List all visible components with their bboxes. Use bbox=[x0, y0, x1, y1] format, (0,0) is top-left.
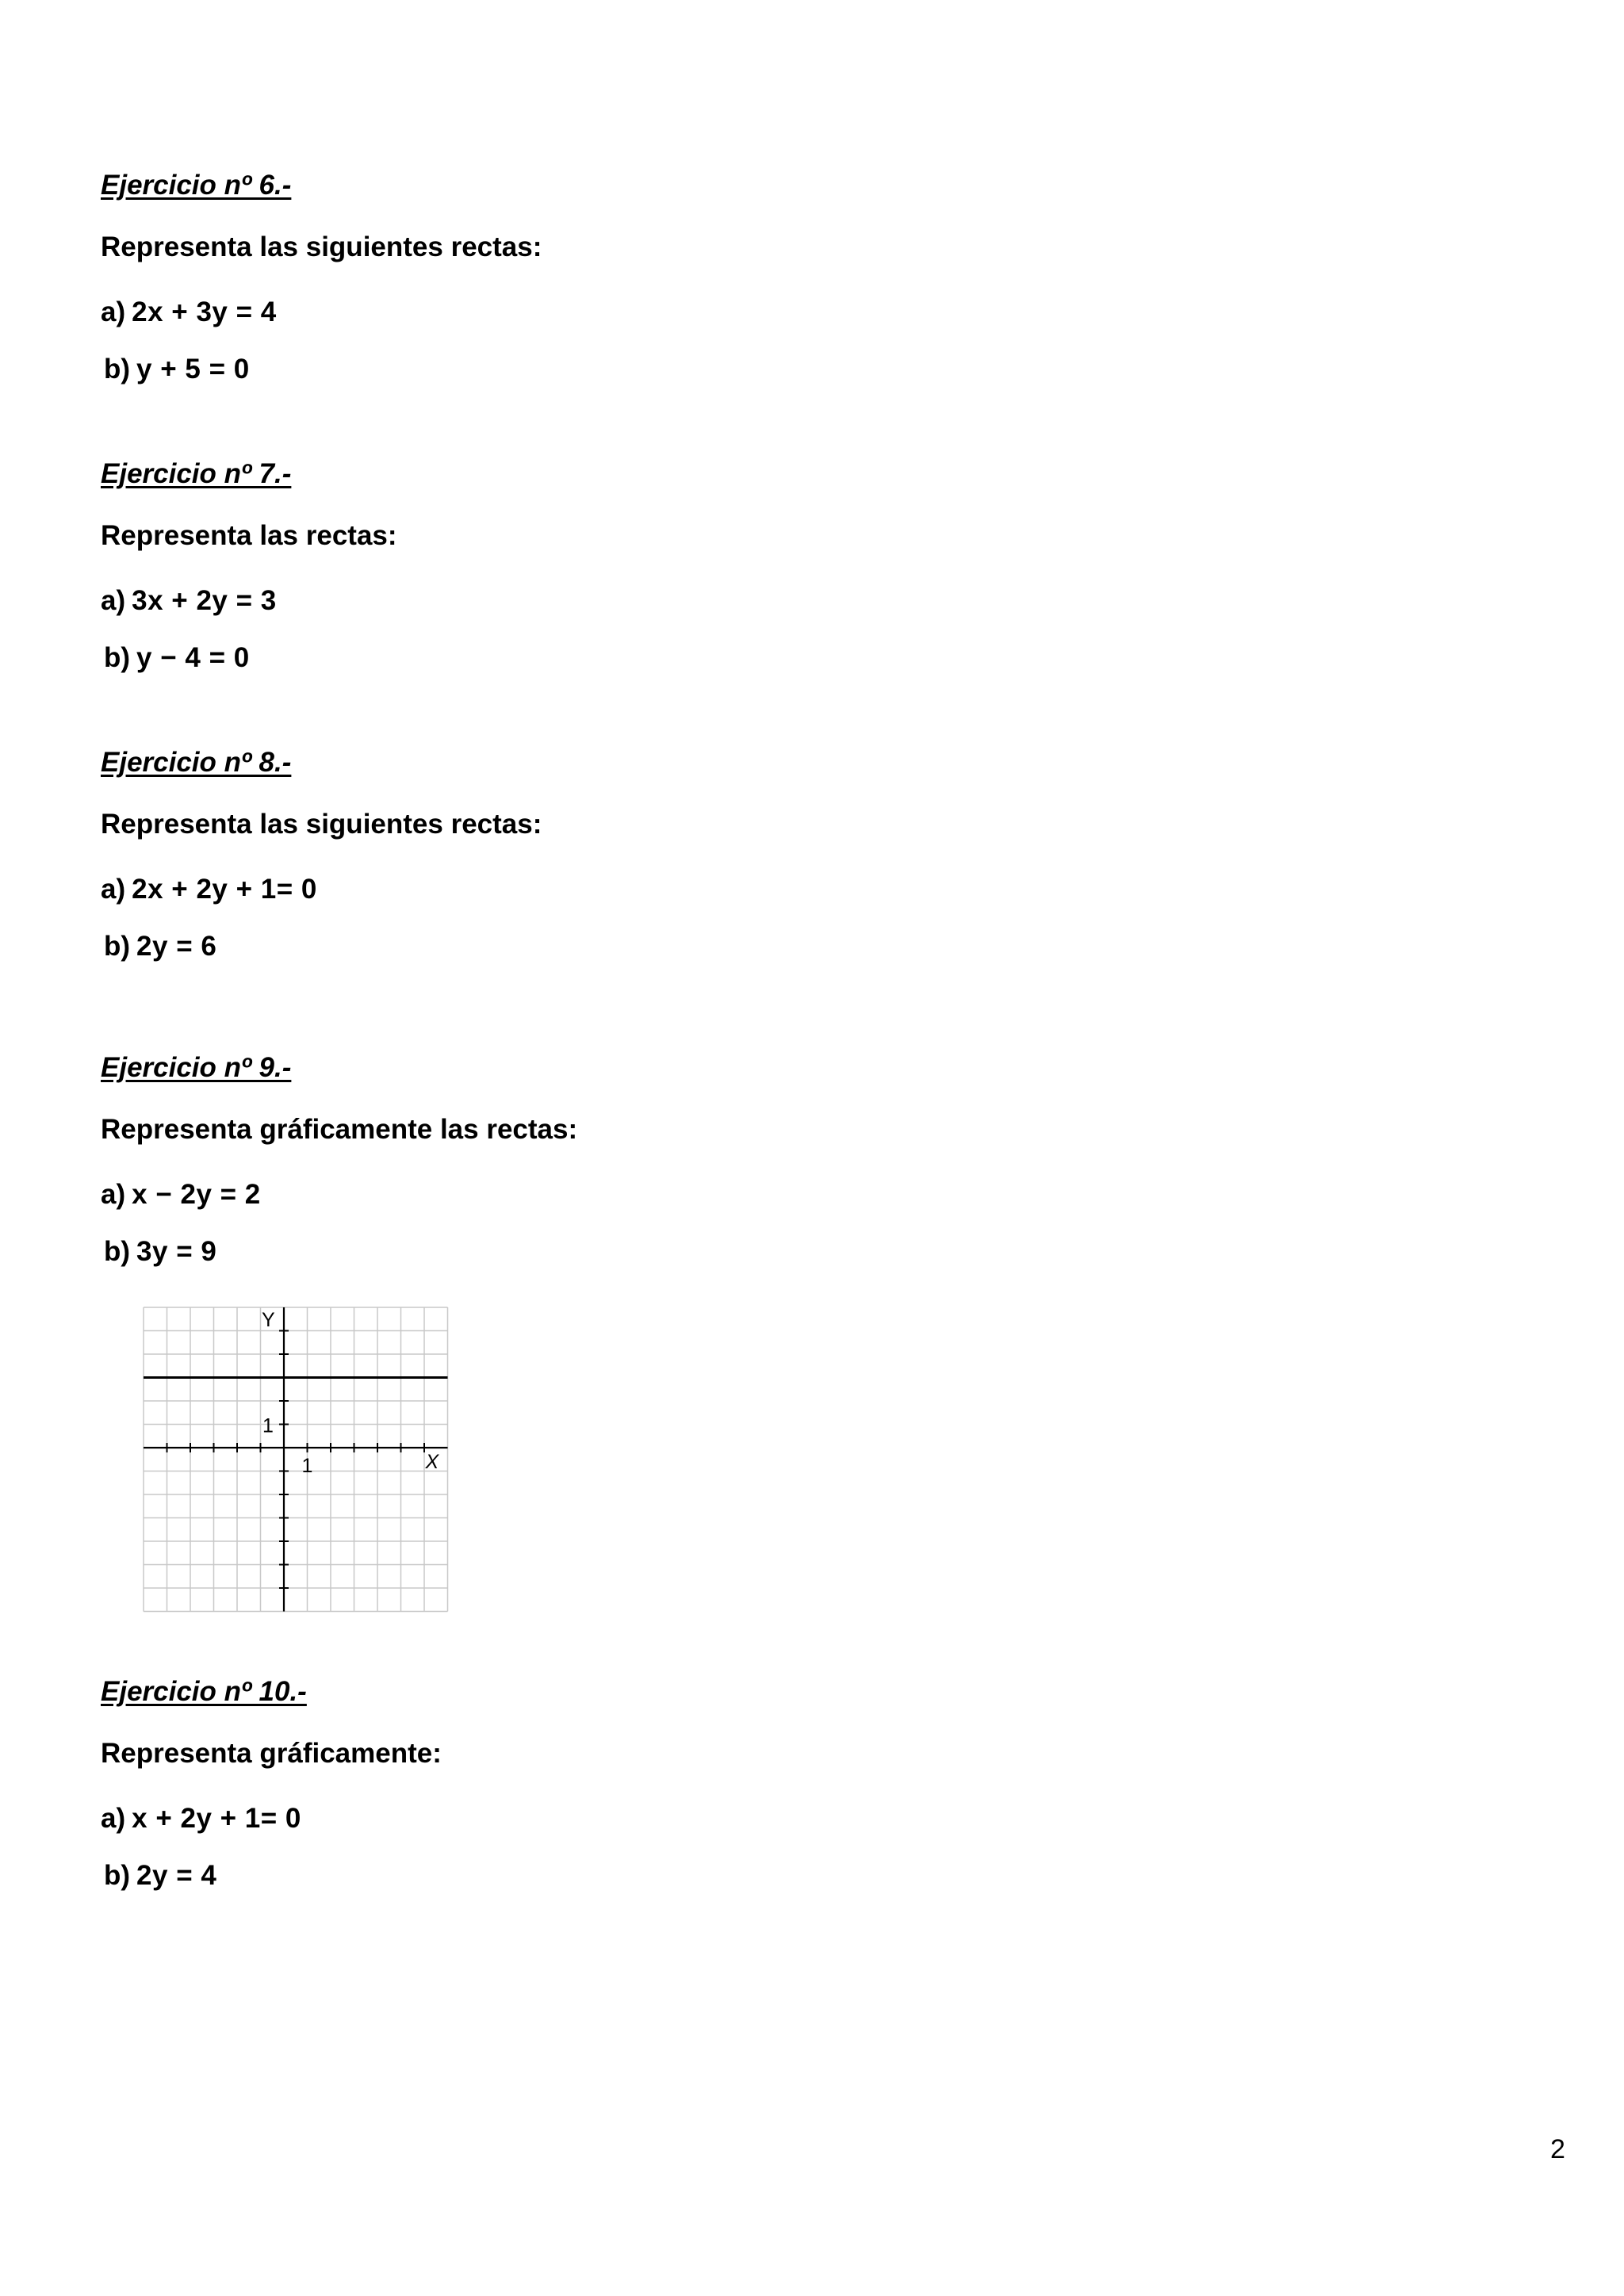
exercise-instruction: Representa las rectas: bbox=[101, 520, 397, 551]
x-axis-label: X bbox=[425, 1451, 439, 1473]
item-equation: x − 2y = 2 bbox=[132, 1179, 261, 1210]
y-tick-label: 1 bbox=[262, 1414, 274, 1437]
exercise-item-b bbox=[104, 354, 250, 385]
exercise-item-b bbox=[104, 1860, 216, 1892]
item-label: a) bbox=[101, 585, 126, 616]
item-label: a) bbox=[101, 1803, 126, 1834]
item-equation: x + 2y + 1= 0 bbox=[132, 1803, 301, 1834]
item-equation: y − 4 = 0 bbox=[136, 642, 250, 673]
exercise-item-b bbox=[104, 642, 250, 674]
y-axis-label: Y bbox=[262, 1309, 275, 1331]
exercise-item-a bbox=[101, 297, 277, 328]
exercise-instruction: Representa las siguientes rectas: bbox=[101, 232, 542, 262]
item-label: b) bbox=[104, 931, 131, 962]
exercise-item-b bbox=[104, 931, 216, 962]
coordinate-grid-svg bbox=[143, 1307, 449, 1613]
exercise-title: Ejercicio nº 7.- bbox=[101, 458, 292, 489]
x-tick-label: 1 bbox=[301, 1455, 313, 1477]
item-equation: 2x + 3y = 4 bbox=[132, 297, 277, 327]
exercise-title: Ejercicio nº 10.- bbox=[101, 1676, 307, 1707]
grid-axes bbox=[144, 1307, 448, 1612]
item-label: a) bbox=[101, 874, 126, 905]
item-label: a) bbox=[101, 1179, 126, 1210]
exercise-item-a bbox=[101, 585, 277, 617]
exercise-item-a bbox=[101, 874, 317, 905]
grid-ticks bbox=[167, 1331, 425, 1589]
exercise-item-a bbox=[101, 1803, 301, 1835]
item-label: b) bbox=[104, 1860, 131, 1891]
exercise-title: Ejercicio nº 9.- bbox=[101, 1052, 292, 1083]
coordinate-grid bbox=[143, 1307, 449, 1617]
item-label: a) bbox=[101, 297, 126, 327]
exercise-instruction: Representa gráficamente las rectas: bbox=[101, 1114, 578, 1145]
exercise-item-b bbox=[104, 1236, 216, 1268]
item-equation: 3x + 2y = 3 bbox=[132, 585, 277, 616]
grid-lines bbox=[144, 1307, 448, 1612]
item-equation: 2y = 6 bbox=[136, 931, 217, 962]
item-equation: 3y = 9 bbox=[136, 1236, 217, 1267]
exercise-title: Ejercicio nº 6.- bbox=[101, 170, 292, 201]
item-label: b) bbox=[104, 354, 131, 385]
exercise-title: Ejercicio nº 8.- bbox=[101, 747, 292, 778]
item-equation: 2y = 4 bbox=[136, 1860, 217, 1891]
exercise-instruction: Representa las siguientes rectas: bbox=[101, 809, 542, 840]
exercise-instruction: Representa gráficamente: bbox=[101, 1738, 442, 1769]
exercise-item-a bbox=[101, 1179, 261, 1211]
item-equation: 2x + 2y + 1= 0 bbox=[132, 874, 317, 905]
item-equation: y + 5 = 0 bbox=[136, 354, 250, 385]
item-label: b) bbox=[104, 1236, 131, 1267]
page-number: 2 bbox=[1550, 2134, 1565, 2164]
item-label: b) bbox=[104, 642, 131, 673]
